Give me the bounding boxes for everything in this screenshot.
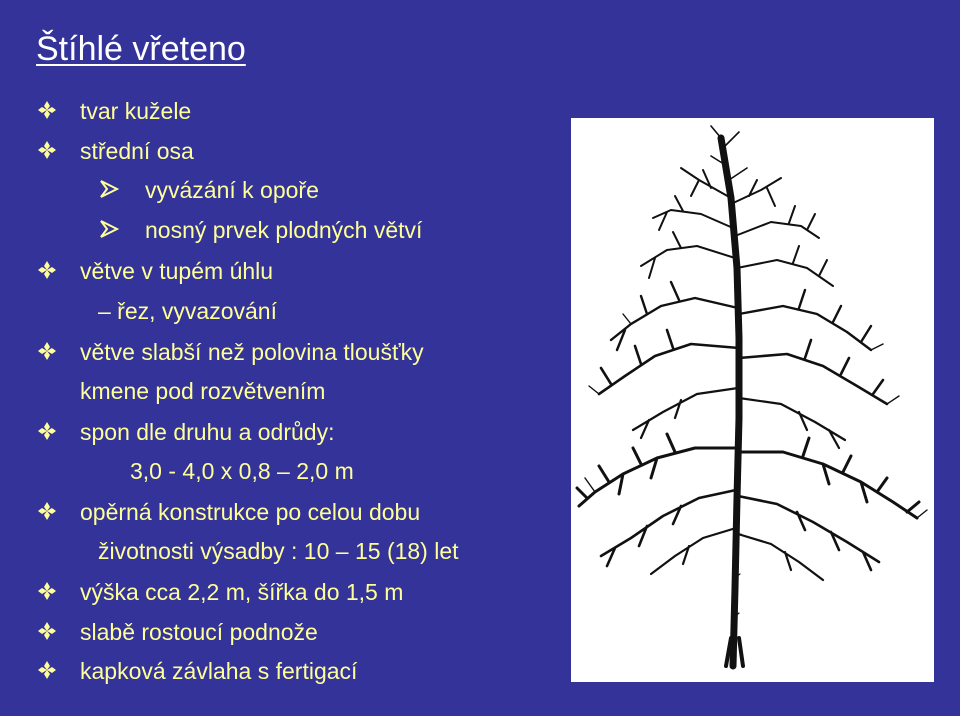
bullet-text: větve slabší než polovina tloušťky bbox=[80, 339, 424, 365]
bullet-text: opěrná konstrukce po celou dobu bbox=[80, 499, 421, 525]
arrow-bullet-icon bbox=[98, 176, 124, 204]
spindle-tree-drawing bbox=[571, 118, 934, 682]
bullet-text: spon dle druhu a odrůdy: bbox=[80, 419, 335, 445]
bullet-text: životnosti výsadby : 10 – 15 (18) let bbox=[98, 538, 459, 564]
bullet-text: výška cca 2,2 m, šířka do 1,5 m bbox=[80, 579, 404, 605]
diamond-bullet-icon bbox=[36, 618, 62, 646]
bullet-text: – řez, vyvazování bbox=[98, 298, 277, 324]
diamond-bullet-icon bbox=[36, 498, 62, 526]
diamond-bullet-icon bbox=[36, 257, 62, 285]
bullet-text: kapková závlaha s fertigací bbox=[80, 658, 358, 684]
diamond-bullet-icon bbox=[36, 97, 62, 125]
bullet-text: kmene pod rozvětvením bbox=[80, 378, 326, 404]
slide-title: Štíhlé vřeteno bbox=[36, 30, 246, 68]
bullet-text: slabě rostoucí podnože bbox=[80, 619, 318, 645]
bullet-text: nosný prvek plodných větví bbox=[145, 217, 423, 243]
bullet-text: střední osa bbox=[80, 138, 194, 164]
diamond-bullet-icon bbox=[36, 338, 62, 366]
bullet-text: 3,0 - 4,0 x 0,8 – 2,0 m bbox=[130, 458, 354, 484]
tree-illustration bbox=[571, 118, 934, 682]
diamond-bullet-icon bbox=[36, 657, 62, 685]
diamond-bullet-icon bbox=[36, 137, 62, 165]
bullet-text: větve v tupém úhlu bbox=[80, 258, 274, 284]
bullet-text: tvar kužele bbox=[80, 98, 192, 124]
diamond-bullet-icon bbox=[36, 578, 62, 606]
arrow-bullet-icon bbox=[98, 216, 124, 244]
diamond-bullet-icon bbox=[36, 418, 62, 446]
bullet-text: vyvázání k opoře bbox=[145, 177, 319, 203]
